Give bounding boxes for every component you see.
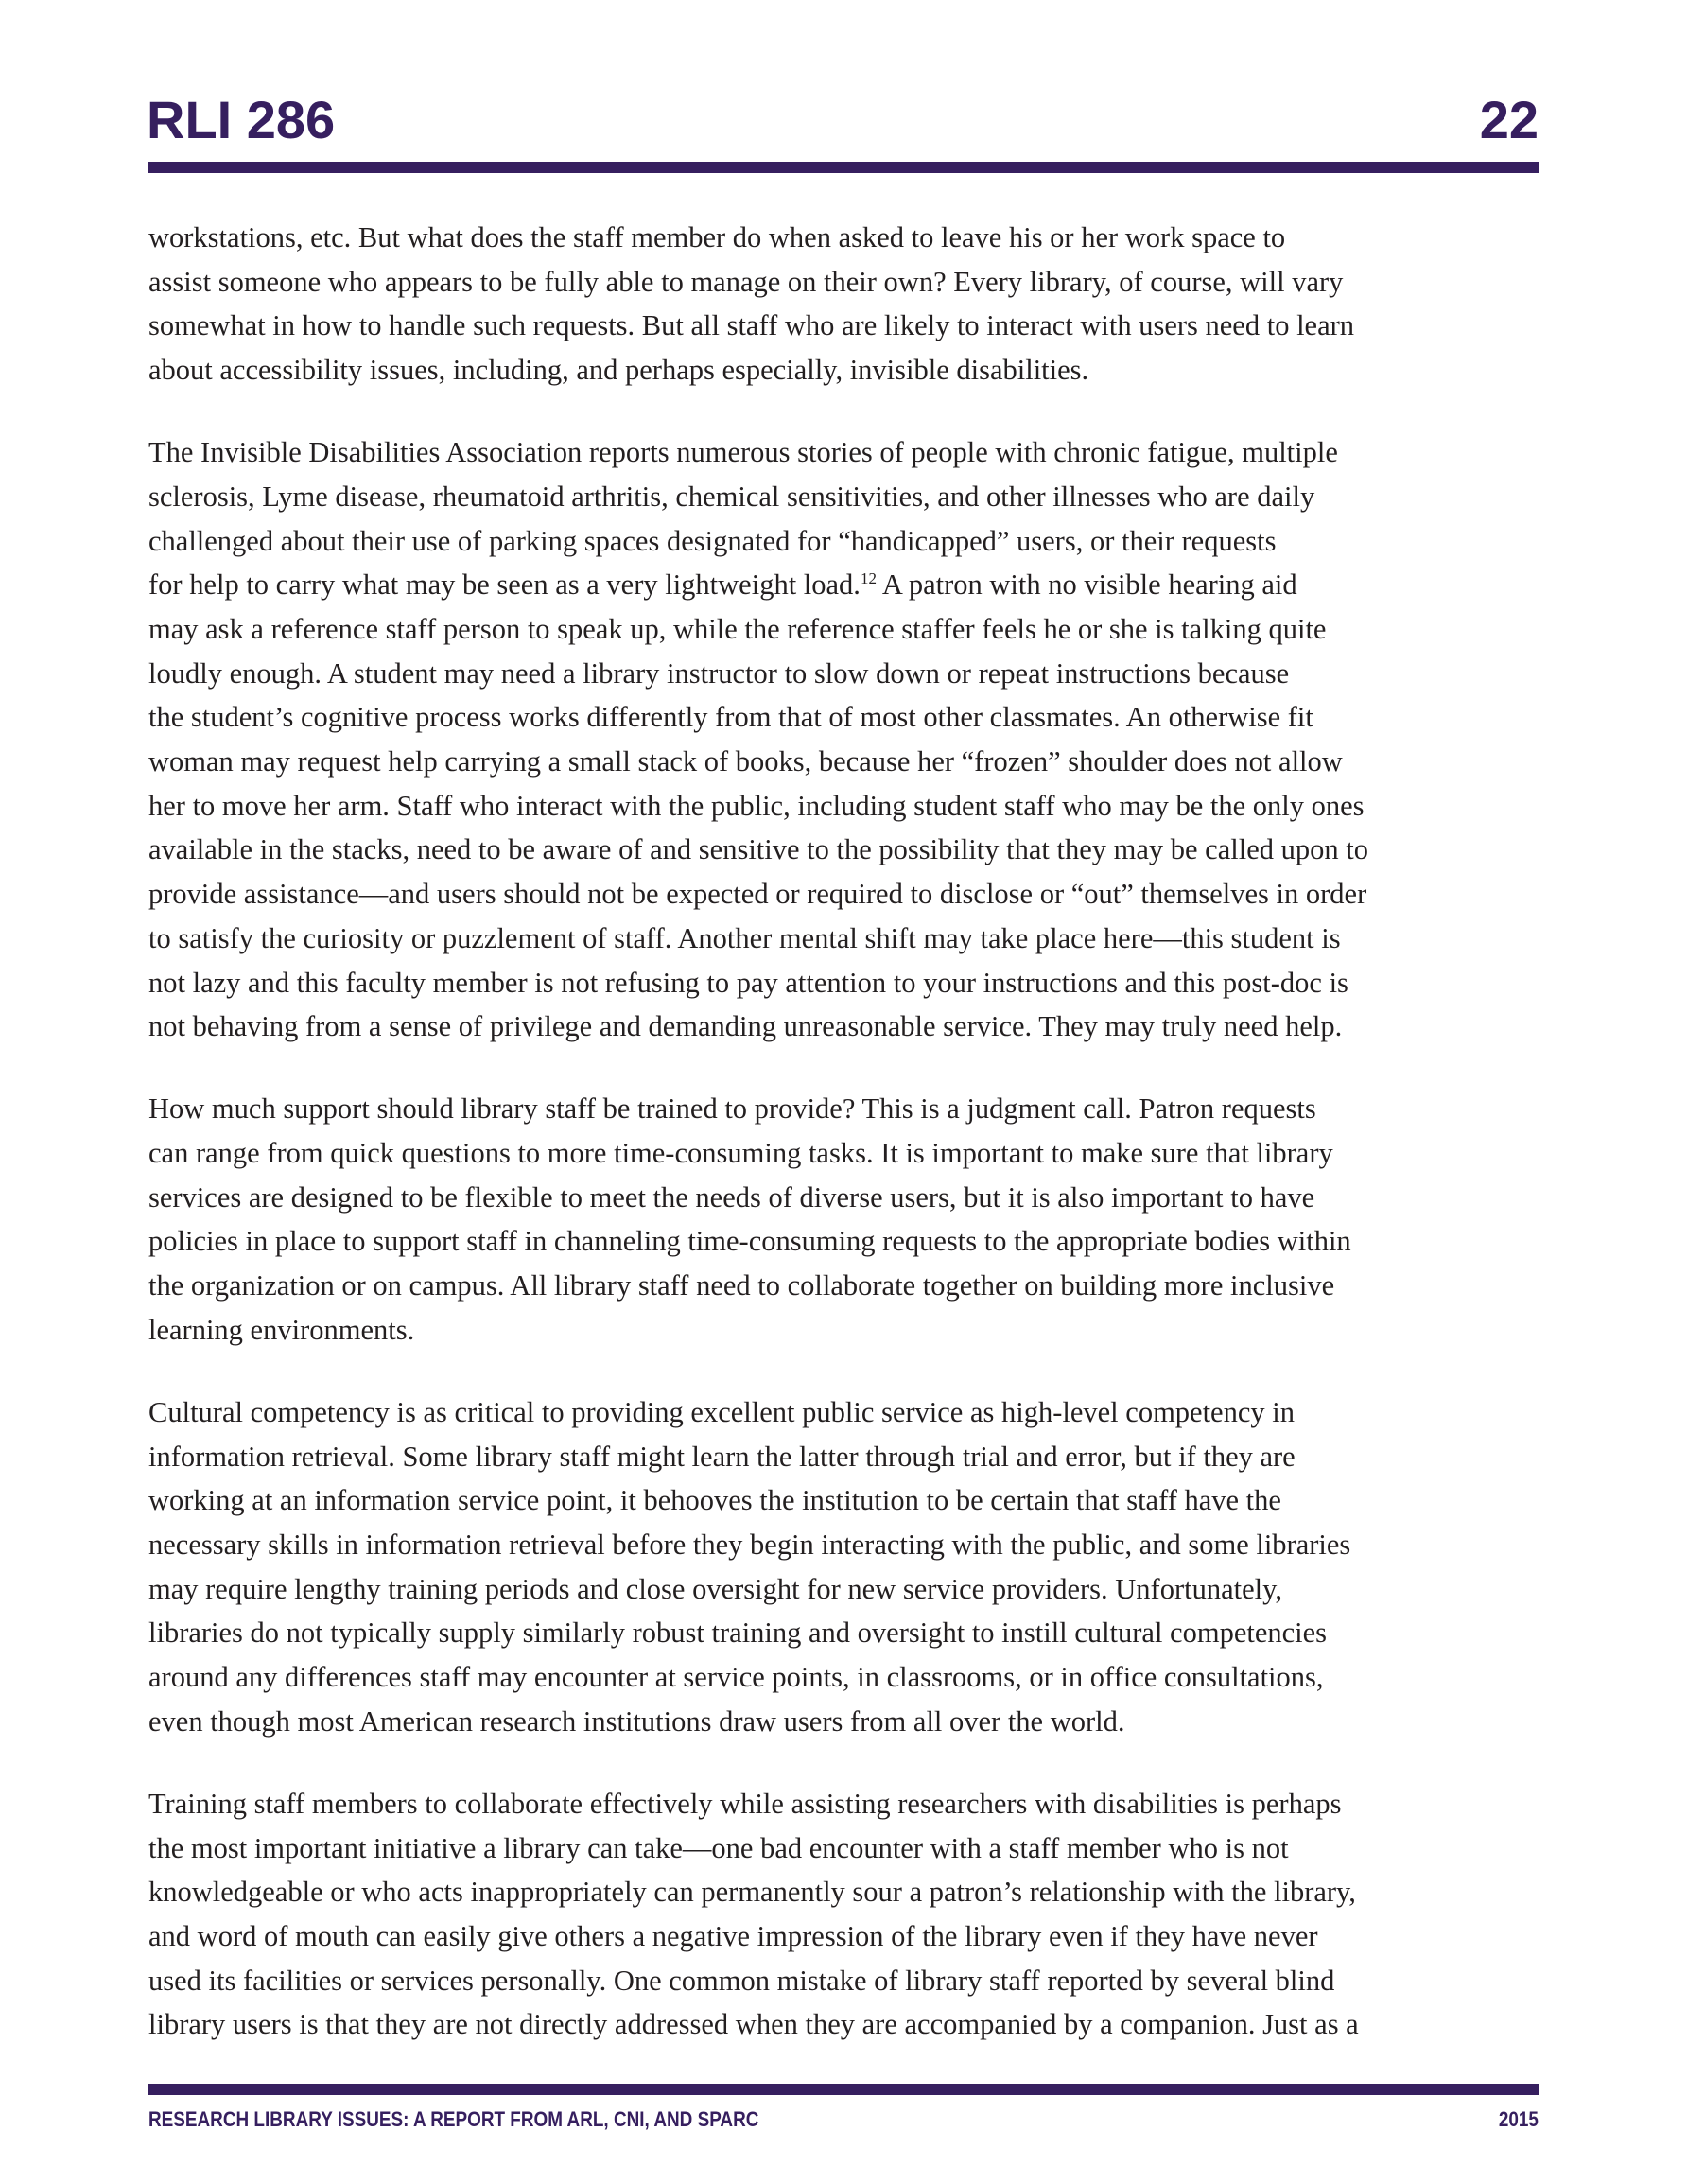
paragraph-4 [148,1390,1548,1744]
text-line: may require lengthy training periods and close oversight for new service providers. Unfortunately, [148,1572,1283,1605]
text-line: The Invisible Disabilities Association reports numerous stories of people with chronic fatigue, multiple [148,436,1338,469]
article-body [148,216,1548,2086]
footnote-reference[interactable]: 12 [860,569,877,588]
text-line: Training staff members to collaborate effectively while assisting researchers with disabilities is perhaps [148,1788,1342,1820]
paragraph-2 [148,430,1548,1049]
text-line: assist someone who appears to be fully able to manage on their own? Every library, of course, will vary [148,265,1344,298]
footer-series-title: RESEARCH LIBRARY ISSUES: A REPORT FROM ARL, CNI, AND SPARC [148,2107,759,2131]
text-line-head: for help to carry what may be seen as a very lightweight load. [148,568,861,602]
paragraph-5 [148,1782,1548,2047]
text-line-tail: A patron with no visible hearing aid [876,568,1297,602]
text-line: around any differences staff may encounter at service points, in classrooms, or in office consultations, [148,1661,1324,1694]
text-line: and word of mouth can easily give others a negative impression of the library even if they have never [148,1920,1318,1953]
text-line: available in the stacks, need to be aware of and sensitive to the possibility that they may be called upon to [148,833,1368,866]
text-line: the most important initiative a library can take—one bad encounter with a staff member who is not [148,1831,1289,1864]
text-line: not behaving from a sense of privilege and demanding unreasonable service. They may truly need help. [148,1010,1343,1043]
paragraph-3 [148,1087,1548,1352]
text-line: policies in place to support staff in channeling time-consuming requests to the appropriate bodies within [148,1225,1351,1258]
text-line: learning environments. [148,1313,415,1346]
text-line: challenged about their use of parking spaces designated for “handicapped” users, or their requests [148,524,1277,557]
text-line: the student’s cognitive process works differently from that of most other classmates. An otherwise fit [148,701,1313,734]
text-line: even though most American research institutions draw users from all over the world. [148,1704,1125,1738]
publication-title: RLI 286 [147,90,336,149]
text-line: services are designed to be flexible to meet the needs of diverse users, but it is also important to have [148,1180,1315,1214]
text-line: knowledgeable or who acts inappropriately can permanently sour a patron’s relationship with the library, [148,1876,1356,1909]
text-line: loudly enough. A student may need a library instructor to slow down or repeat instructions because [148,656,1290,690]
text-line: working at an information service point, it behooves the institution to be certain that staff have the [148,1484,1281,1517]
paragraph-1 [148,216,1548,393]
text-line: necessary skills in information retrieval before they begin interacting with the public, and some libraries [148,1529,1351,1562]
footer-year: 2015 [1498,2107,1539,2131]
text-line: the organization or on campus. All library staff need to collaborate together on building more inclusive [148,1269,1335,1302]
text-line: used its facilities or services personally. One common mistake of library staff reported by several blind [148,1964,1335,1997]
text-line: library users is that they are not directly addressed when they are accompanied by a companion. Just as a [148,2008,1359,2041]
text-line: provide assistance—and users should not be expected or required to disclose or “out” themselves in order [148,878,1367,911]
text-line: somewhat in how to handle such requests. But all staff who are likely to interact with users need to learn [148,309,1355,342]
text-line: woman may request help carrying a small stack of books, because her “frozen” shoulder does not allow [148,745,1343,778]
page-number: 22 [1479,90,1539,149]
text-line: can range from quick questions to more time-consuming tasks. It is important to make sure that library [148,1137,1333,1170]
text-line: Cultural competency is as critical to providing excellent public service as high-level competency in [148,1396,1295,1428]
text-line: information retrieval. Some library staff might learn the latter through trial and error, but if they are [148,1440,1296,1473]
text-line: about accessibility issues, including, and perhaps especially, invisible disabilities. [148,354,1089,387]
footer-rule [148,2084,1539,2095]
text-line: to satisfy the curiosity or puzzlement of staff. Another mental shift may take place here—this student is [148,921,1341,954]
text-line-with-footnote [148,563,1548,607]
text-line: her to move her arm. Staff who interact with the public, including student staff who may be the only ones [148,789,1365,822]
header-rule [148,162,1539,173]
text-line: not lazy and this faculty member is not refusing to pay attention to your instructions and this post-doc is [148,966,1348,999]
text-line: sclerosis, Lyme disease, rheumatoid arthritis, chemical sensitivities, and other illnesses who are daily [148,480,1315,513]
text-line: How much support should library staff be trained to provide? This is a judgment call. Patron requests [148,1092,1316,1126]
text-line: libraries do not typically supply similarly robust training and oversight to instill cultural competencies [148,1616,1328,1650]
text-line: may ask a reference staff person to speak up, while the reference staffer feels he or she is talking quite [148,613,1327,645]
text-line: workstations, etc. But what does the staff member do when asked to leave his or her work space to [148,221,1286,253]
